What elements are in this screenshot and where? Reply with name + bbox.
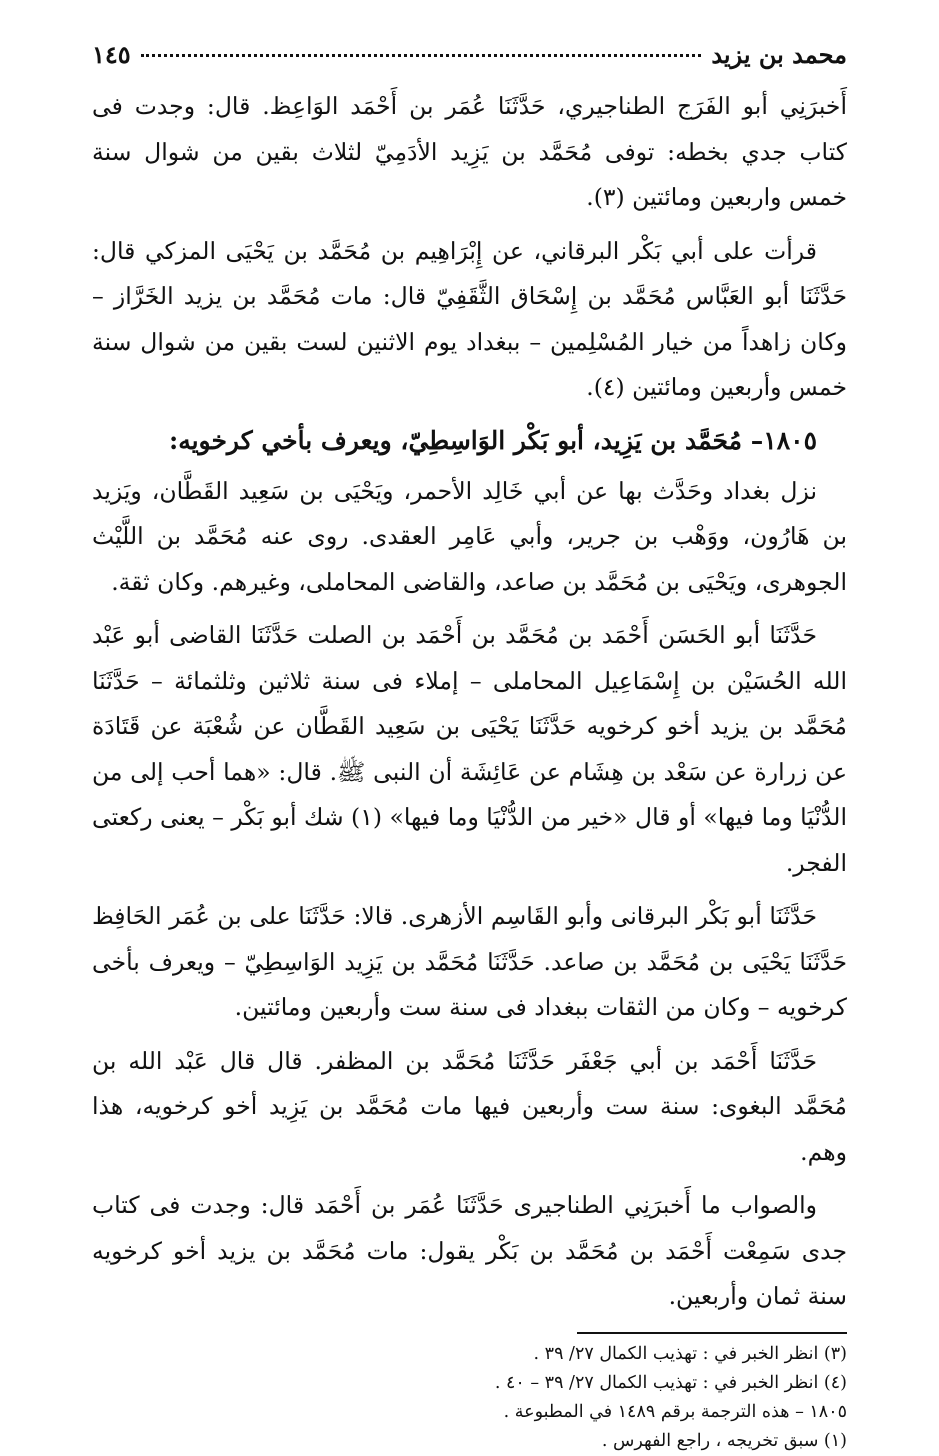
paragraph-1: أَخبرَنِي أبو الفَرَج الطناجيري، حَدَّثَنَا عُمَر بن أَحْمَد الوَاعِظ. قال: وجدت فى كتاب جدي بخطه: توفى مُحَمَّد بن يَزِيد الأدَمِيّ لثلاث بقين من شوال سنة خمس واربعين ومائتين (٣). — [92, 92, 847, 211]
entry-paragraph-4: حَدَّثَنَا أَحْمَد بن أبي جَعْفَر حَدَّثَنَا مُحَمَّد بن المظفر. قال قال عَبْد الله بن مُحَمَّد البغوى: سنة ست وأربعين فيها مات مُحَمَّد بن يَزِيد أخو كرخويه، هذا وهم. — [92, 1046, 847, 1166]
footnote-3: (٣) انظر الخبر في : تهذيب الكمال ٢٧/ ٣٩ . — [533, 1343, 847, 1364]
page-header — [92, 40, 847, 84]
footnote-entry-note: ١٨٠٥ – هذه الترجمة برقم ١٤٨٩ في المطبوعة . — [503, 1401, 847, 1422]
entry-paragraph-3: حَدَّثَنَا أبو بَكْر البرقانى وأبو القَاسِم الأزهرى. قالا: حَدَّثَنَا على بن عُمَر الحَافِظ حَدَّثَنَا يَحْيَى بن مُحَمَّد بن صاعد. حَدَّثَنَا مُحَمَّد بن يَزِيد الوَاسِطِيّ – ويعرف بأخى كرخويه – وكان من الثقات ببغداد فى سنة ست وأربعين ومائتين. — [92, 902, 847, 1021]
running-head: محمد بن يزيد — [711, 40, 847, 69]
entry-paragraph-1: نزل بغداد وحَدَّث بها عن أبي خَالِد الأحمر، ويَحْيَى بن سَعِيد القَطَّان، ويَزيد بن هَارُون، ووَهْب بن جرير، وأبي عَامِر العقدى. روى عنه مُحَمَّد بن اللَّيْث الجوهرى، ويَحْيَى بن مُحَمَّد بن صاعد، والقاضى المحاملى، وغيرهم. وكان ثقة. — [92, 476, 847, 596]
entry-heading: ١٨٠٥– مُحَمَّد بن يَزِيد، أبو بَكْر الوَاسِطِيّ، ويعرف بأخي كرخويه: — [168, 425, 817, 455]
paragraph-2: قرأت على أبي بَكْر البرقاني، عن إِبْرَاهِيم بن مُحَمَّد بن يَحْيَى المزكي قال: حَدَّثَنَا أبو العَبَّاس مُحَمَّد بن إِسْحَاق الثَّقَفِيّ قال: مات مُحَمَّد بن يزيد الخَرَّاز – وكان زاهداً من خيار المُسْلِمين – ببغداد يوم الاثنين لست بقين من شوال سنة خمس وأربعين ومائتين (٤). — [92, 236, 847, 401]
entry-paragraph-5: والصواب ما أَخبرَنِي الطناجيرى حَدَّثَنَا عُمَر بن أَحْمَد قال: وجدت فى كتاب جدى سَمِعْت أَحْمَد بن مُحَمَّد بن بَكْر يقول: مات مُحَمَّد بن يزيد أخو كرخويه سنة ثمان وأربعين. — [92, 1191, 847, 1310]
footnotes — [92, 1340, 847, 1456]
footnote-1: (١) سبق تخريجه ، راجع الفهرس . — [601, 1430, 847, 1451]
page-number: ١٤٥ — [92, 40, 131, 69]
entry-paragraph-2: حَدَّثَنَا أبو الحَسَن أَحْمَد بن مُحَمَّد بن أَحْمَد بن الصلت حَدَّثَنَا القاضى أبو عَبْد الله الحُسَيْن بن إِسْمَاعِيل المحاملى – إملاء فى سنة ثلاثين وثلثمائة – حَدَّثَنَا مُحَمَّد بن يزيد أخو كرخويه حَدَّثَنَا يَحْيَى بن سَعِيد القَطَّان عن شُعْبَة عن قَتَادَة عن زرارة عن سَعْد بن هِشَام عن عَائِشَة أن النبى ﷺ. قال: «هما أحب إلى من الدُّنْيَا وما فيها» أو قال «خير من الدُّنْيَا وما فيها» (١) شك أبو بَكْر – يعنى ركعتى الفجر. — [92, 621, 847, 877]
footnote-4: (٤) انظر الخبر في : تهذيب الكمال ٢٧/ ٣٩ – ٤٠ . — [494, 1372, 847, 1393]
main-text — [92, 84, 847, 1320]
leader-dots — [141, 54, 702, 57]
footnote-separator — [577, 1332, 847, 1334]
